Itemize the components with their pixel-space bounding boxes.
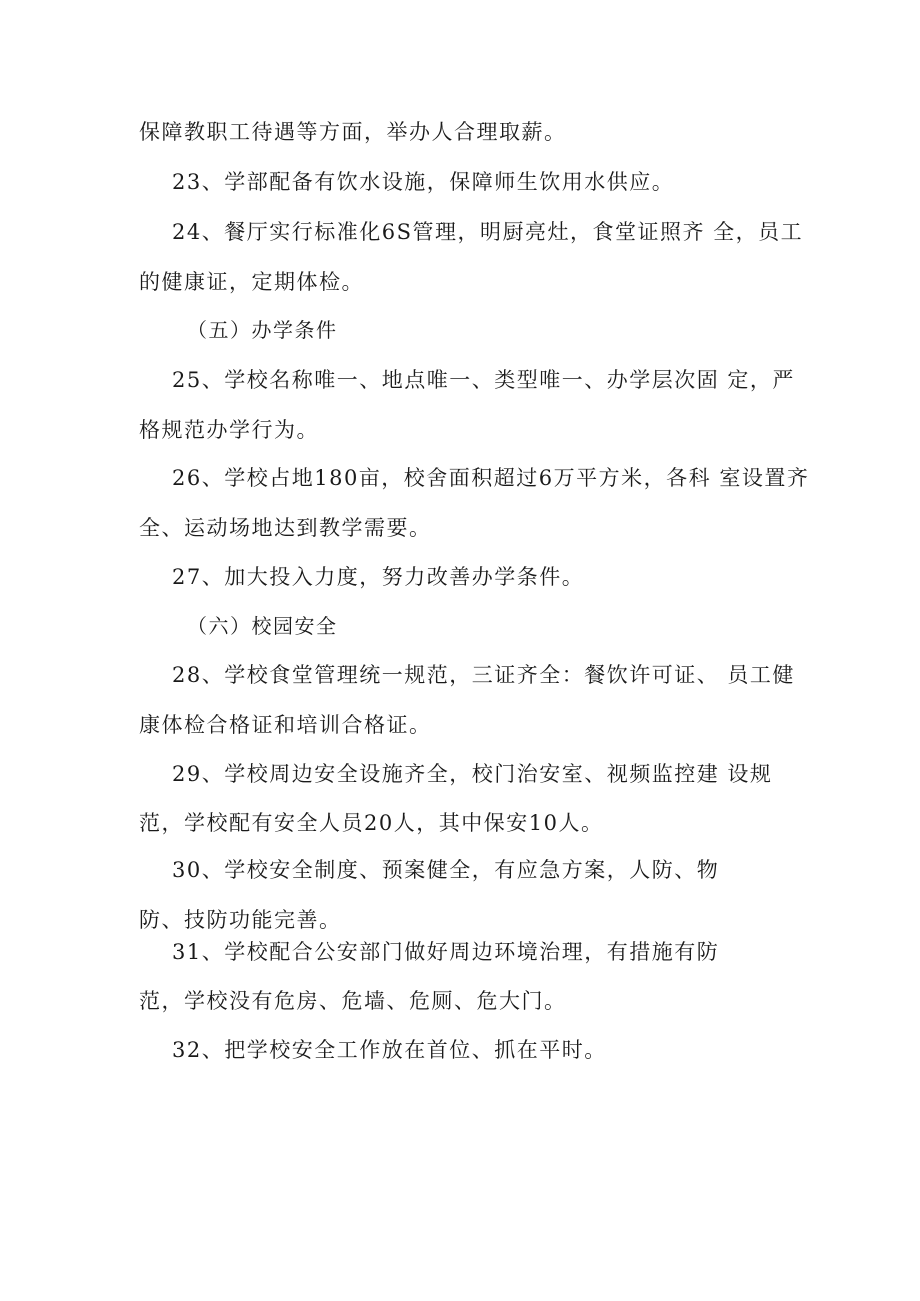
section-heading: （五）办学条件: [187, 318, 338, 342]
text-line: 全、运动场地达到教学需要。: [139, 516, 432, 540]
section-heading: （六）校园安全: [187, 614, 338, 638]
text-line: 26、学校占地180亩，校舍面积超过6万平方米，各科 室设置齐: [172, 466, 810, 490]
text-line: 康体检合格证和培训合格证。: [139, 713, 432, 737]
text-line: 27、加大投入力度，努力改善办学条件。: [172, 565, 585, 589]
text-line: 24、餐厅实行标准化6S管理，明厨亮灶，食堂证照齐 全，员工: [172, 220, 804, 244]
text-line: 范，学校没有危房、危墙、危厕、危大门。: [139, 989, 567, 1013]
text-line: 格规范办学行为。: [139, 418, 319, 442]
text-line: 保障教职工待遇等方面，举办人合理取薪。: [139, 120, 567, 144]
text-line: 32、把学校安全工作放在首位、抓在平时。: [172, 1038, 607, 1062]
text-line: 28、学校食堂管理统一规范，三证齐全：餐饮许可证、 员工健: [172, 663, 795, 687]
text-line: 23、学部配备有饮水设施，保障师生饮用水供应。: [172, 170, 675, 194]
text-line: 30、学校安全制度、预案健全，有应急方案，人防、物: [172, 858, 720, 882]
text-line: 29、学校周边安全设施齐全，校门治安室、视频监控建 设规: [172, 762, 773, 786]
text-line: 防、技防功能完善。: [139, 908, 342, 932]
text-line: 范，学校配有安全人员20人，其中保安10人。: [139, 811, 604, 835]
text-line: 31、学校配合公安部门做好周边环境治理，有措施有防: [172, 940, 720, 964]
text-line: 25、学校名称唯一、地点唯一、类型唯一、办学层次固 定，严: [172, 368, 795, 392]
text-line: 的健康证，定期体检。: [139, 270, 364, 294]
